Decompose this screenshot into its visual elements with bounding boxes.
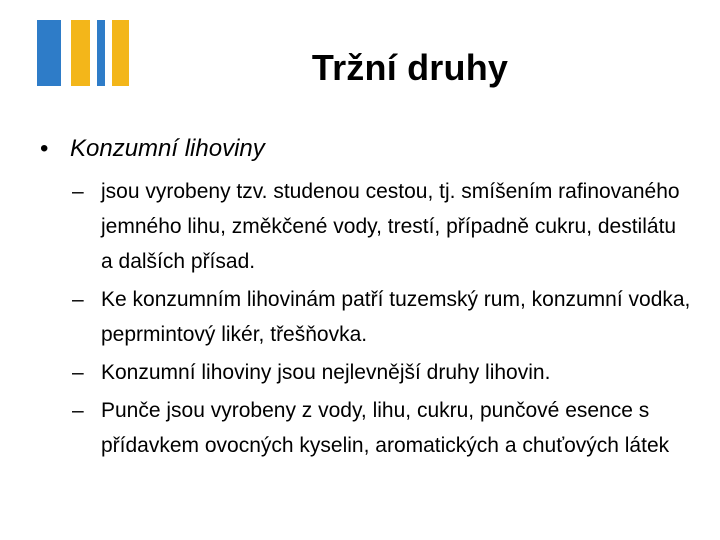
dash-icon: – <box>72 288 84 311</box>
bullet-icon: • <box>40 135 49 162</box>
logo-bar <box>112 20 129 86</box>
sub-bullet-text: Punče jsou vyrobeny z vody, lihu, cukru, punčové esence s přídavkem ovocných kyselin, aromatických a chuťových látek <box>101 399 670 457</box>
logo <box>37 20 129 86</box>
bullet-text: Konzumní lihoviny <box>70 135 265 162</box>
dash-icon: – <box>72 361 84 384</box>
dash-icon: – <box>72 180 84 203</box>
sub-bullet-list <box>40 174 690 463</box>
dash-icon: – <box>72 399 84 422</box>
bullet-item <box>40 130 690 168</box>
sub-bullet-item <box>40 174 691 279</box>
slide-content <box>40 130 690 466</box>
slide-title: Tržní druhy <box>311 47 509 88</box>
sub-bullet-text: jsou vyrobeny tzv. studenou cestou, tj. smíšením rafinovaného jemného lihu, změkčené vody, trestí, případně cukru, destilátu a dalších přísad. <box>101 180 680 273</box>
sub-bullet-item <box>40 355 691 390</box>
sub-bullet-text: Ke konzumním lihovinám patří tuzemský rum, konzumní vodka, peprmintový likér, třešňovka. <box>101 288 691 346</box>
sub-bullet-text: Konzumní lihoviny jsou nejlevnější druhy lihovin. <box>101 361 551 384</box>
sub-bullet-item <box>40 393 691 463</box>
logo-bar <box>71 20 90 86</box>
sub-bullet-item <box>40 282 691 352</box>
logo-bar <box>37 20 61 86</box>
logo-bar <box>97 20 105 86</box>
